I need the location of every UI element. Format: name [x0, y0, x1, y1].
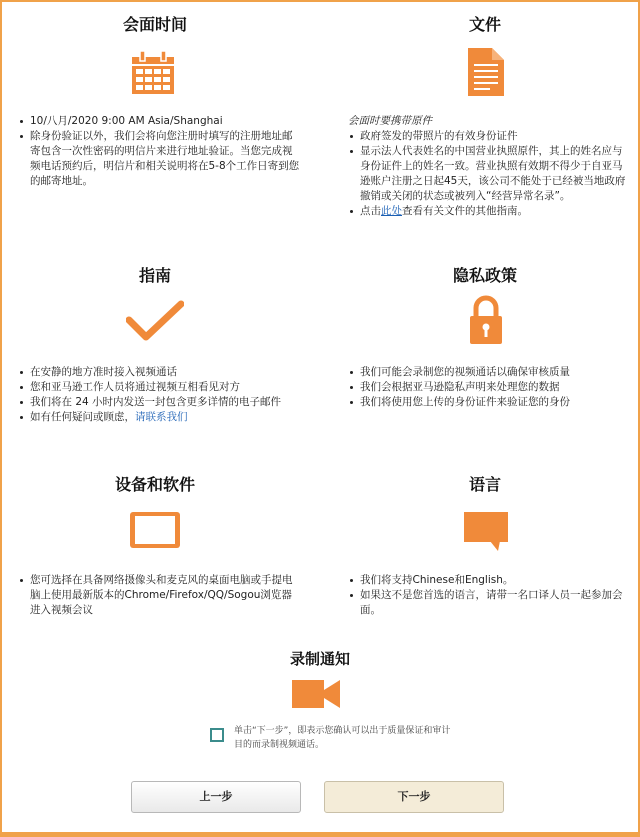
documents-link-suffix: 查看有关文件的其他指南。	[402, 205, 528, 217]
privacy-heading: 隐私政策	[452, 266, 517, 285]
list-item	[348, 204, 628, 219]
previous-button[interactable]: 上一步	[131, 781, 301, 813]
list-item: 我们将支持Chinese和English。	[348, 573, 628, 588]
meeting-time-list	[18, 114, 300, 189]
consent-checkbox[interactable]	[210, 728, 224, 742]
checkmark-icon	[126, 300, 184, 344]
documents-heading: 文件	[468, 15, 501, 34]
documents-list	[348, 129, 628, 219]
guidelines-list	[18, 365, 300, 425]
devices-heading: 设备和软件	[114, 475, 195, 494]
list-item: 除身份验证以外，我们会将向您注册时填写的注册地址邮寄包含一次性密码的明信片来进行地址验证。当您完成视频电话预约后，明信片和相关说明将在5-8个工作日寄到您的邮寄地址。	[18, 129, 300, 189]
list-item: 您和亚马逊工作人员将通过视频互相看见对方	[18, 380, 300, 395]
language-list	[348, 573, 628, 618]
documents-link-prefix: 点击	[360, 205, 381, 217]
next-button[interactable]: 下一步	[324, 781, 504, 813]
documents-section	[350, 12, 620, 35]
list-item	[18, 410, 300, 425]
documents-note: 会面时要携带原件	[348, 115, 432, 127]
list-item: 显示法人代表姓名的中国营业执照原件，其上的姓名应与身份证件上的姓名一致。营业执照有效期不得少于自亚马逊账户注册之日起45天，该公司不能处于已经被当地政府撤销或关闭的状态或被列入“经营异常名录”。	[348, 144, 628, 204]
privacy-list	[348, 365, 628, 410]
devices-list	[18, 573, 300, 618]
list-item: 我们将在 24 小时内发送一封包含更多详情的电子邮件	[18, 395, 300, 410]
list-item: 我们将使用您上传的身份证件来验证您的身份	[348, 395, 628, 410]
meeting-time-section	[20, 12, 290, 35]
list-item: 您可选择在具备网络摄像头和麦克风的桌面电脑或手提电脑上使用最新版本的Chrome/Firefox/QQ/Sogou浏览器进入视频会议	[18, 573, 300, 618]
consent-text: 单击“下一步”，即表示您确认可以出于质量保证和审计目的而录制视频通话。	[234, 726, 451, 750]
tablet-icon	[128, 510, 182, 550]
list-item: 政府签发的带照片的有效身份证件	[348, 129, 628, 144]
lock-icon	[468, 294, 504, 346]
recording-section	[185, 648, 455, 669]
list-item: 如果这不是您首选的语言，请带一名口译人员一起参加会面。	[348, 588, 628, 618]
list-item: 我们可能会录制您的视频通话以确保审核质量	[348, 365, 628, 380]
calendar-icon	[129, 50, 177, 96]
list-item: 在安静的地方准时接入视频通话	[18, 365, 300, 380]
list-item: 10/八月/2020 9:00 AM Asia/Shanghai	[18, 114, 300, 129]
list-item: 我们会根据亚马逊隐私声明来处理您的数据	[348, 380, 628, 395]
meeting-time-heading: 会面时间	[122, 15, 187, 34]
devices-section	[20, 472, 290, 495]
contact-us-link[interactable]: 请联系我们	[135, 411, 188, 423]
documents-guide-link[interactable]: 此处	[381, 205, 402, 217]
privacy-section	[350, 263, 620, 286]
video-camera-icon	[290, 676, 342, 712]
bottom-divider	[0, 832, 640, 836]
language-heading: 语言	[468, 475, 501, 494]
speech-bubble-icon	[462, 510, 510, 552]
guidelines-heading: 指南	[138, 266, 171, 285]
contact-prefix: 如有任何疑问或顾虑，	[30, 411, 135, 423]
document-icon	[466, 46, 506, 98]
guidelines-section	[20, 263, 290, 286]
language-section	[350, 472, 620, 495]
recording-heading: 录制通知	[289, 650, 350, 668]
